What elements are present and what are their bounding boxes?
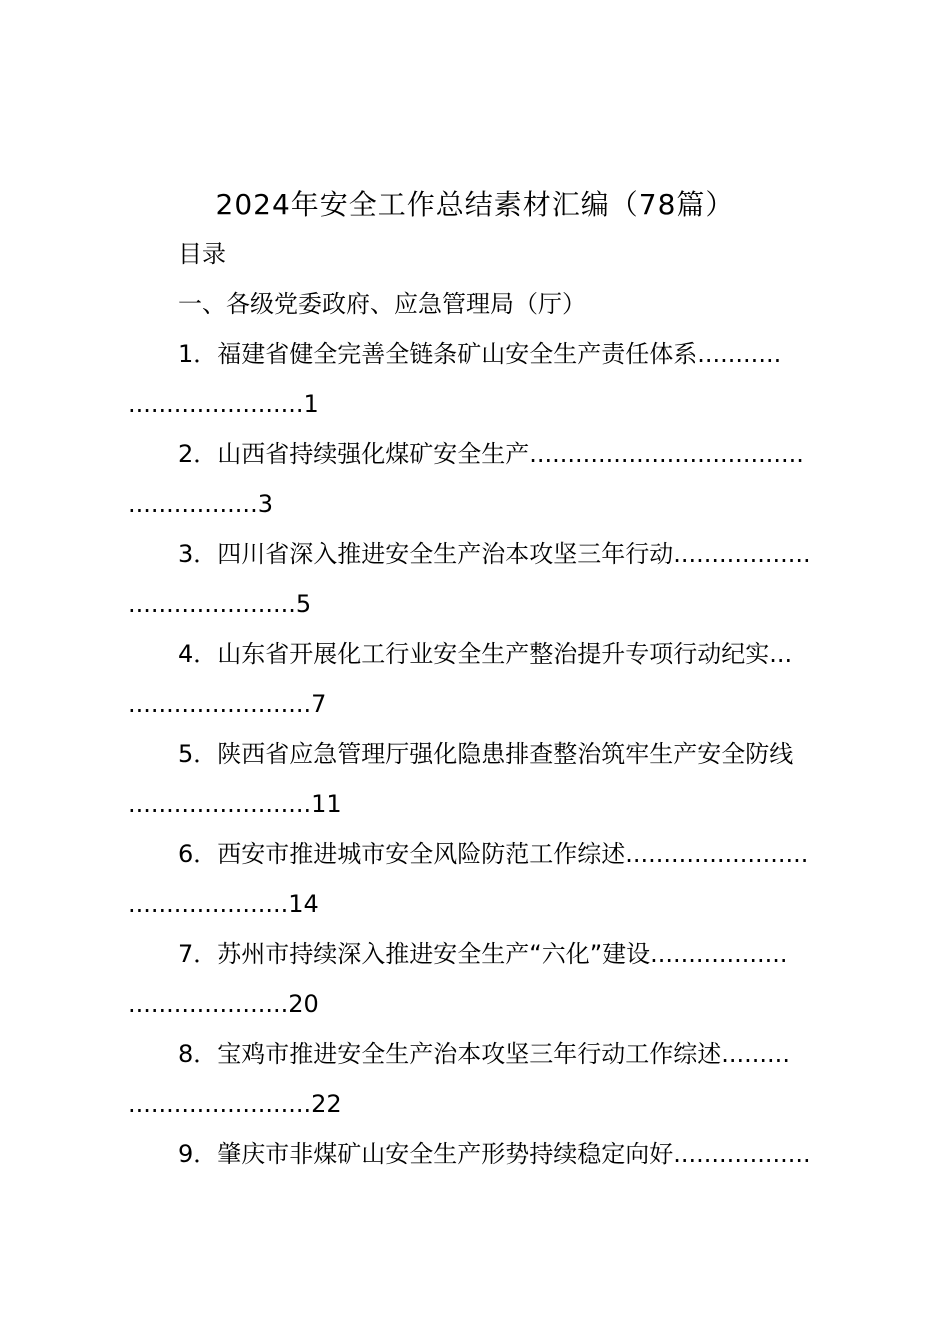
- toc-leader-dots: ......................: [128, 590, 296, 618]
- toc-entry-number: 5．: [178, 740, 218, 768]
- toc-leader-dots: ........................: [128, 790, 312, 818]
- toc-entry-number: 9．: [178, 1140, 218, 1168]
- toc-leader-dots: ........................: [625, 840, 809, 868]
- toc-entry-6-page-line: [128, 884, 833, 924]
- toc-leader-dots: ....................................: [529, 440, 804, 468]
- toc-entry-number: 4．: [178, 640, 218, 668]
- toc-entry-6[interactable]: [178, 834, 833, 874]
- toc-leader-dots: ..................: [673, 540, 811, 568]
- toc-entry-title: 四川省深入推进安全生产治本攻坚三年行动: [217, 540, 674, 568]
- toc-leader-dots: ...........: [697, 340, 782, 368]
- toc-leader-dots: ..................: [673, 1140, 811, 1168]
- toc-leader-dots: .....................: [128, 890, 289, 918]
- toc-leader-dots: .......................: [128, 390, 304, 418]
- toc-entry-number: 6．: [178, 840, 218, 868]
- toc-entry-title: 山东省开展化工行业安全生产整治提升专项行动纪实: [217, 640, 770, 668]
- toc-entry-4[interactable]: [178, 634, 833, 674]
- toc-entry-page: 22: [311, 1090, 342, 1118]
- toc-entry-title: 陕西省应急管理厅强化隐患排查整治筑牢生产安全防线: [217, 740, 794, 768]
- toc-entry-number: 3．: [178, 540, 218, 568]
- toc-leader-dots: ........................: [128, 1090, 312, 1118]
- toc-leader-dots: .........: [721, 1040, 790, 1068]
- toc-entry-2-page-line: [128, 484, 833, 524]
- toc-entry-title: 苏州市持续深入推进安全生产“六化”建设: [217, 940, 651, 968]
- toc-entry-title: 肇庆市非煤矿山安全生产形势持续稳定向好: [217, 1140, 674, 1168]
- toc-entry-4-page-line: [128, 684, 833, 724]
- toc-leader-dots: ........................: [128, 690, 312, 718]
- toc-entry-page: 11: [311, 790, 342, 818]
- toc-entry-title: 山西省持续强化煤矿安全生产: [217, 440, 530, 468]
- toc-entry-number: 1．: [178, 340, 218, 368]
- toc-entry-1-page-line: [128, 384, 833, 424]
- toc-entry-number: 2．: [178, 440, 218, 468]
- section-heading: 一、各级党委政府、应急管理局（厅）: [178, 290, 586, 318]
- toc-entry-page: 14: [288, 890, 319, 918]
- toc-entry-number: 7．: [178, 940, 218, 968]
- toc-entry-page: 7: [311, 690, 327, 718]
- toc-leader-dots: ...: [769, 640, 793, 668]
- toc-entry-number: 8．: [178, 1040, 218, 1068]
- toc-entry-9[interactable]: [178, 1134, 833, 1174]
- toc-entry-title: 福建省健全完善全链条矿山安全生产责任体系: [217, 340, 698, 368]
- toc-entry-title: 西安市推进城市安全风险防范工作综述: [217, 840, 626, 868]
- toc-entry-page: 1: [303, 390, 319, 418]
- toc-entry-7-page-line: [128, 984, 833, 1024]
- toc-leader-dots: .....................: [128, 990, 289, 1018]
- toc-entry-page: 20: [288, 990, 319, 1018]
- toc-entry-2[interactable]: [178, 434, 833, 474]
- toc-entry-7[interactable]: [178, 934, 833, 974]
- document-title: 2024年安全工作总结素材汇编（78篇）: [215, 188, 735, 221]
- toc-entry-3[interactable]: [178, 534, 833, 574]
- toc-entry-title: 宝鸡市推进安全生产治本攻坚三年行动工作综述: [217, 1040, 722, 1068]
- toc-entry-page: 3: [257, 490, 273, 518]
- toc-entry-8-page-line: [128, 1084, 833, 1124]
- toc-heading: 目录: [178, 240, 226, 268]
- toc-entry-1[interactable]: [178, 334, 833, 374]
- toc-entry-page: 5: [295, 590, 312, 618]
- toc-entry-3-page-line: [128, 584, 833, 624]
- toc-entry-5-page-line: [128, 784, 833, 824]
- toc-leader-dots: ..................: [650, 940, 788, 968]
- toc-entry-8[interactable]: [178, 1034, 833, 1074]
- toc-leader-dots: .................: [128, 490, 258, 518]
- toc-entry-5[interactable]: [178, 734, 833, 774]
